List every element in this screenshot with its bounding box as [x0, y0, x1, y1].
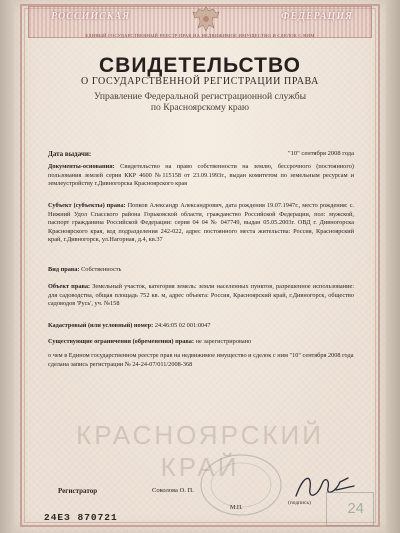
object-text: Земельный участок, категория земель: земли населенных пунктов, разрешенное использование: для садоводства, общая площадь 752 кв. м, адрес объекта: Россия, Красноярский край, г.Дивногорск, общество садоводов 'Русь', уч. №158 [48, 283, 355, 308]
seal-place-label: М.П. [230, 505, 243, 511]
signature-caption: (подпись) [288, 500, 311, 506]
registrar-name: Соколова О. П. [152, 487, 194, 494]
issue-date-label: Дата выдачи: [48, 150, 92, 158]
band-bottom-text: ЕДИНЫЙ ГОСУДАРСТВЕННЫЙ РЕЕСТР ПРАВ НА НЕДВИЖИМОЕ ИМУЩЕСТВО И СДЕЛОК С НИМ [85, 33, 315, 38]
registration-record: о чем в Едином государственном реестре прав на недвижимое имущество и сделок с ним "10" сентября 2008 года сделана запись регистрации № 24-24-07/011/2008-368 [48, 352, 354, 368]
watermark-line-2: КРАЙ [160, 452, 240, 482]
documents-basis-text: Свидетельство на право собственности на землю, бессрочного (постоянного) пользования землей серия ККР 4600 №115158 от 23.09.1993г., выдан комитетом по земельным ресурсам и землеустройству г.Дивногорска Красноярского края [48, 163, 354, 188]
subject-text: Попков Александр Александрович, дата рождения 19.07.1947г., место рождения: с. Нижний Удол Спасского района Горьковской области, гражданство Российской Федерации, пол: мужской, паспорт гражданина Российской Федерации: серия 04 04 № 047749, выдан 05.05.2003г. ОВД г. Дивногорска Красноярского края, код подразделения 242-022, адрес постоянного места жительства: Россия, Красноярский край, г.Дивногорск, ул.Нагорная, д.4, кв.37 [48, 202, 354, 244]
cadastral-field [48, 322, 354, 331]
cadastral-text: 24:46:05 02 001:0047 [154, 322, 211, 329]
page-number: 24 [347, 500, 364, 517]
right-type-label: Вид права: [48, 266, 80, 273]
band-right-text: ФЕДЕРАЦИЯ [280, 11, 353, 22]
object-field [48, 283, 354, 309]
registrar-label: Регистратор [58, 487, 98, 495]
issuing-organization [14, 91, 386, 113]
organization-line-1: Управление Федеральной регистрационной службы [93, 91, 307, 102]
coat-of-arms-icon [190, 4, 222, 34]
document-subtitle: О ГОСУДАРСТВЕННОЙ РЕГИСТРАЦИИ ПРАВА [81, 76, 319, 87]
watermark-line-1: КРАСНОЯРСКИЙ [76, 420, 324, 450]
documents-basis-field [48, 163, 354, 189]
blank-serial-number: 24ЕЗ 870721 [44, 512, 118, 523]
restrictions-label: Существующие ограничения (обременения) права: [48, 338, 195, 345]
issue-date-value: "10" сентября 2008 года [287, 150, 354, 157]
cadastral-label: Кадастровый (или условный) номер: [48, 322, 154, 329]
subject-label: Субъект (субъекты) права: [48, 202, 126, 209]
subject-field [48, 202, 354, 245]
band-left-text: РОССИЙСКАЯ [51, 11, 131, 22]
right-type-text: Собственность [81, 266, 122, 273]
organization-line-2: по Красноярскому краю [150, 102, 250, 113]
document-title: СВИДЕТЕЛЬСТВО [99, 54, 301, 77]
right-type-field [48, 266, 354, 275]
documents-basis-label: Документы-основания: [48, 163, 115, 170]
object-label: Объект права: [48, 283, 91, 290]
restrictions-field [48, 338, 354, 347]
restrictions-text: не зарегистрировано [195, 338, 252, 345]
